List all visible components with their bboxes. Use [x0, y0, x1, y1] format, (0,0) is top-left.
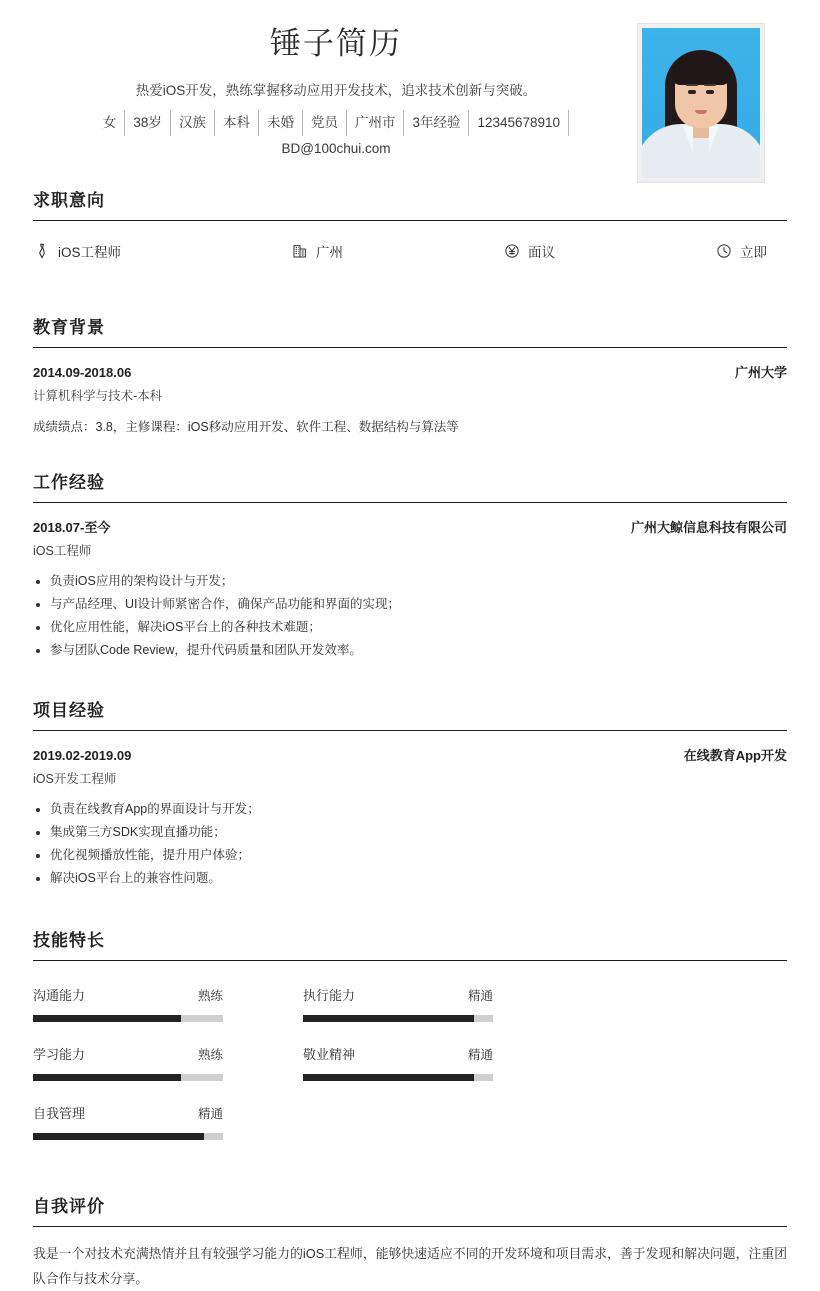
- resume-header: [33, 0, 787, 180]
- list-item: 解决iOS平台上的兼容性问题。: [33, 867, 787, 890]
- skill-level: 熟练: [197, 1048, 223, 1062]
- intention-salary: [503, 241, 715, 261]
- info-age: 38岁: [125, 110, 171, 136]
- list-item: 与产品经理、UI设计师紧密合作，确保产品功能和界面的实现；: [33, 593, 787, 616]
- project-bullet-list: [33, 790, 787, 890]
- info-experience: 3年经验: [404, 110, 469, 136]
- intention-availability: [715, 241, 767, 261]
- list-item: 负责在线教育App的界面设计与开发；: [33, 798, 787, 821]
- info-phone: 12345678910: [469, 110, 569, 136]
- section-project-experience: [33, 696, 787, 894]
- info-marital-status: 未婚: [259, 110, 303, 136]
- skill-progress-bar: [33, 1074, 223, 1081]
- section-title-job-intention: 求职意向: [33, 191, 105, 210]
- info-political-status: 党员: [303, 110, 347, 136]
- list-item: 优化视频播放性能，提升用户体验；: [33, 844, 787, 867]
- intention-position: [33, 241, 291, 261]
- info-email: BD@100chui.com: [281, 141, 391, 156]
- education-entry-head: [33, 362, 787, 384]
- skill-progress-fill: [33, 1015, 181, 1022]
- list-item: 负责iOS应用的架构设计与开发；: [33, 570, 787, 593]
- skill-progress-fill: [33, 1074, 181, 1081]
- skill-progress-fill: [303, 1015, 474, 1022]
- intention-city: [291, 241, 503, 261]
- photo-eye-left: [688, 90, 696, 94]
- project-period: 2019.02-2019.09: [33, 748, 132, 763]
- photo-brow-right: [704, 84, 716, 86]
- skill-name: 沟通能力: [33, 988, 86, 1003]
- project-entry-head: [33, 745, 787, 767]
- skills-grid: [33, 975, 787, 1162]
- work-role: iOS工程师: [33, 544, 92, 558]
- work-entry: [33, 517, 787, 666]
- intention-availability-label: 立即: [740, 245, 767, 260]
- education-period: 2014.09-2018.06: [33, 365, 132, 380]
- work-period: 2018.07-至今: [33, 520, 111, 535]
- skill-progress-bar: [33, 1015, 223, 1022]
- photo-eye-right: [706, 90, 714, 94]
- skill-name: 执行能力: [303, 988, 356, 1003]
- self-evaluation-text: 我是一个对技术充满热情并且有较强学习能力的iOS工程师，能够快速适应不同的开发环境和项目需求，善于发现和解决问题，注重团队合作与技术分享。: [33, 1246, 787, 1286]
- project-entry: [33, 745, 787, 894]
- tie-icon: [33, 243, 50, 260]
- id-photo: [642, 28, 760, 178]
- skill-item: [303, 1044, 573, 1081]
- building-icon: [291, 243, 308, 260]
- intention-position-label: iOS工程师: [58, 245, 122, 260]
- personal-info-line: [39, 110, 633, 136]
- skill-level: 精通: [467, 989, 493, 1003]
- skill-progress-bar: [303, 1074, 493, 1081]
- intention-salary-label: 面议: [528, 245, 555, 260]
- section-education: [33, 313, 787, 442]
- skill-level: 熟练: [197, 989, 223, 1003]
- list-item: 参与团队Code Review，提升代码质量和团队开发效率。: [33, 639, 787, 662]
- clock-icon: [715, 243, 732, 260]
- photo-brow-left: [686, 84, 698, 86]
- education-entry: [33, 362, 787, 442]
- job-intention-row: [33, 235, 787, 285]
- skill-progress-bar: [303, 1015, 493, 1022]
- skill-name: 自我管理: [33, 1106, 86, 1121]
- photo-collar-right: [709, 126, 719, 152]
- info-degree: 本科: [215, 110, 259, 136]
- skill-progress-bar: [33, 1133, 223, 1140]
- section-skills: [33, 926, 787, 1162]
- section-job-intention: [33, 186, 787, 285]
- project-role: iOS开发工程师: [33, 772, 117, 786]
- section-title-skills: 技能特长: [33, 931, 105, 950]
- skill-item: [33, 1044, 303, 1081]
- avatar: [637, 23, 765, 183]
- header-tagline: 热爱iOS开发，熟练掌握移动应用开发技术，追求技术创新与突破。: [135, 83, 537, 98]
- info-gender: 女: [103, 110, 126, 136]
- skill-item: [303, 985, 573, 1022]
- work-entry-head: [33, 517, 787, 539]
- skill-item: [33, 985, 303, 1022]
- education-school: 广州大学: [734, 365, 787, 380]
- section-title-self-evaluation: 自我评价: [33, 1197, 105, 1216]
- section-title-work-experience: 工作经验: [33, 473, 105, 492]
- photo-hair-top: [672, 53, 730, 85]
- section-self-evaluation: [33, 1192, 787, 1291]
- section-title-project-experience: 项目经验: [33, 701, 105, 720]
- page-title: 锤子简历: [270, 26, 402, 61]
- education-note: 成绩绩点：3.8，主修课程：iOS移动应用开发、软件工程、数据结构与算法等: [33, 420, 459, 434]
- info-city: 广州市: [347, 110, 405, 136]
- header-text-block: [33, 22, 633, 162]
- project-name: 在线教育App开发: [683, 748, 787, 763]
- yen-icon: [503, 243, 520, 260]
- skill-level: 精通: [467, 1048, 493, 1062]
- list-item: 集成第三方SDK实现直播功能；: [33, 821, 787, 844]
- work-bullet-list: [33, 562, 787, 662]
- section-work-experience: [33, 468, 787, 666]
- work-company: 广州大鲸信息科技有限公司: [630, 520, 787, 535]
- list-item: 优化应用性能，解决iOS平台上的各种技术难题；: [33, 616, 787, 639]
- intention-city-label: 广州: [316, 245, 343, 260]
- skill-progress-fill: [33, 1133, 204, 1140]
- skill-name: 敬业精神: [303, 1047, 356, 1062]
- info-ethnicity: 汉族: [171, 110, 215, 136]
- skill-level: 精通: [197, 1107, 223, 1121]
- education-major: 计算机科学与技术-本科: [33, 389, 163, 403]
- skill-progress-fill: [303, 1074, 474, 1081]
- skill-item: [33, 1103, 303, 1140]
- photo-collar-left: [683, 126, 693, 152]
- section-title-education: 教育背景: [33, 318, 105, 337]
- skill-name: 学习能力: [33, 1047, 86, 1062]
